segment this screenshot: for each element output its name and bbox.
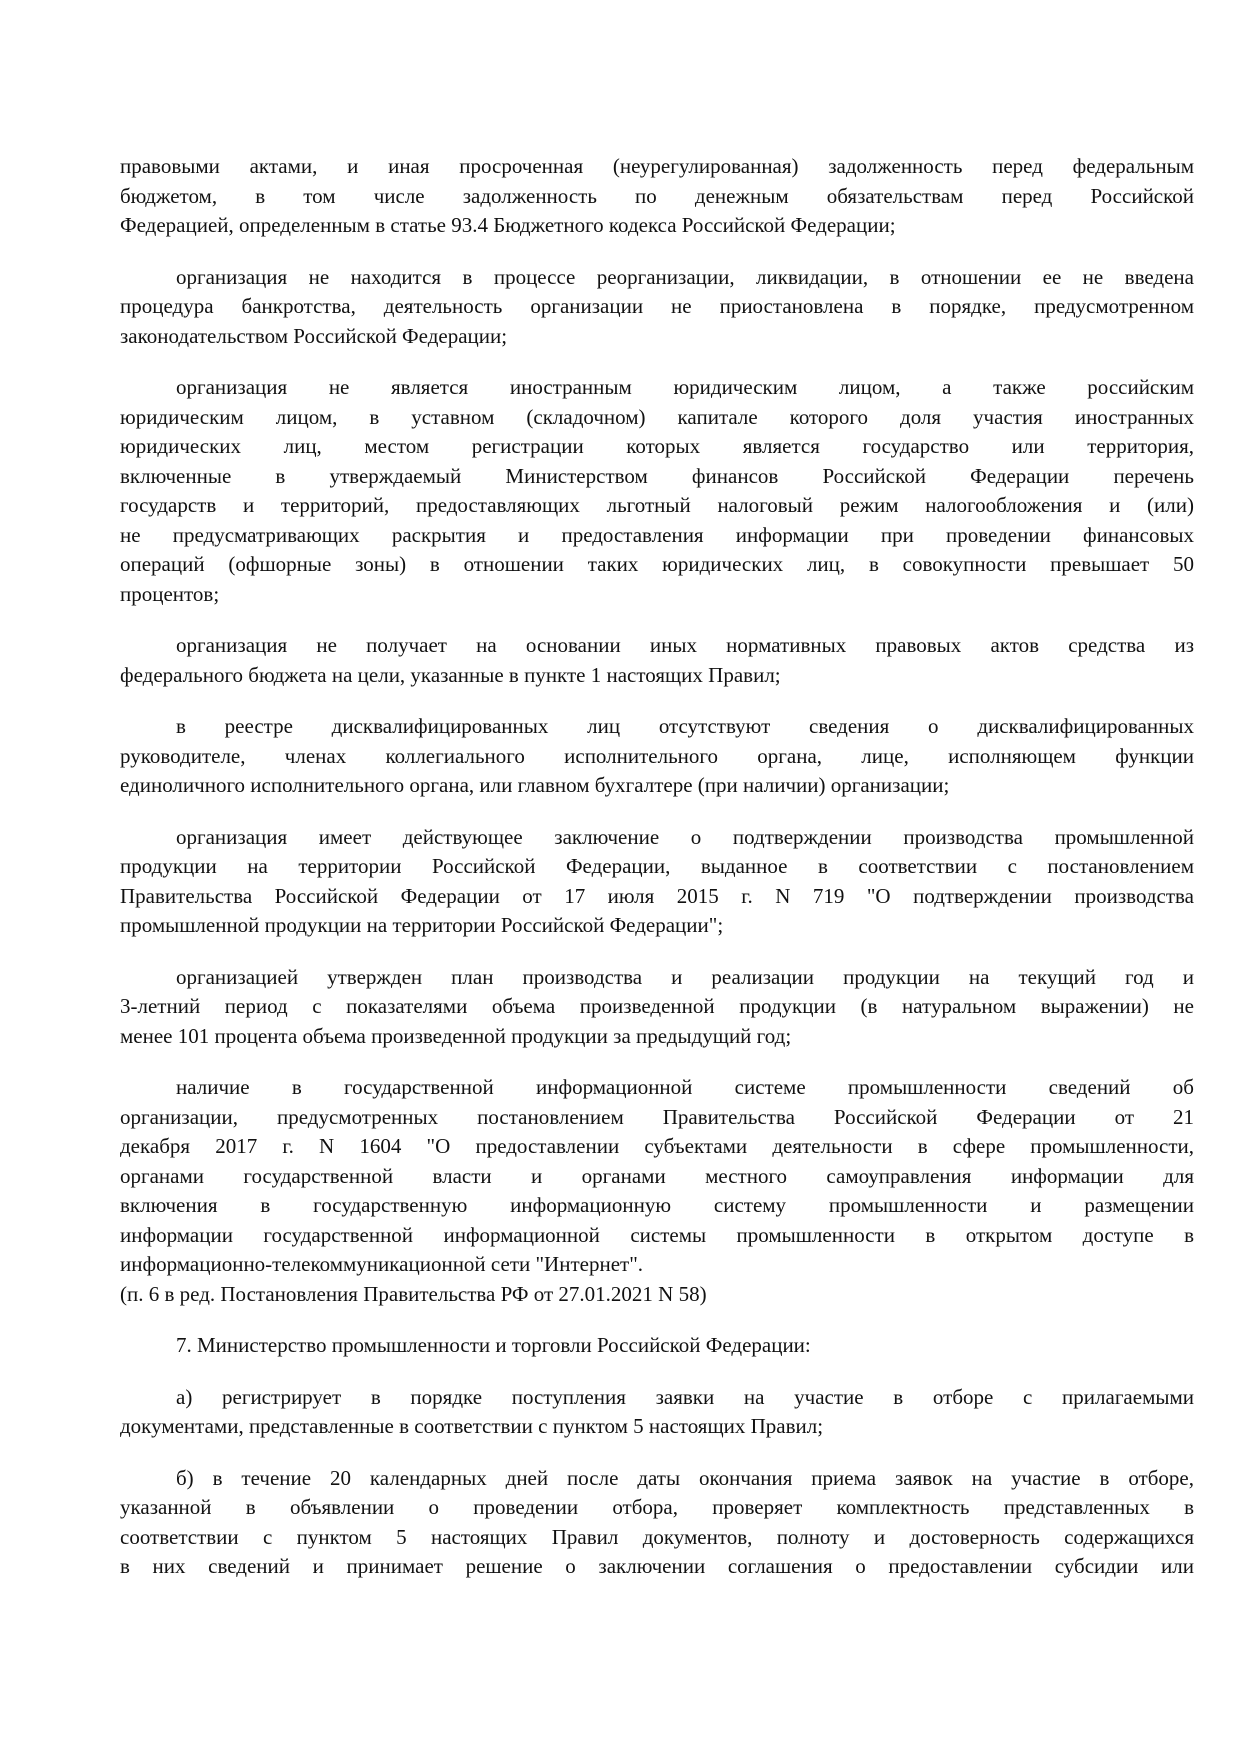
text-line: б) в течение 20 календарных дней после даты окончания приема заявок на участие в отборе, bbox=[176, 1465, 1194, 1490]
text-line: единоличного исполнительного органа, или главном бухгалтере (при наличии) организации; bbox=[120, 773, 950, 797]
text-line: наличие в государственной информационной системе промышленности сведений об bbox=[176, 1075, 1194, 1099]
text-line: указанной в объявлении о проведении отбора, проверяет комплектность представленных в bbox=[120, 1495, 1194, 1519]
text-line: руководителе, членах коллегиального исполнительного органа, лице, исполняющем функции bbox=[120, 743, 1194, 768]
text-line: организация не является иностранным юридическим лицом, а также российским bbox=[176, 375, 1194, 399]
text-line: процедура банкротства, деятельность организации не приостановлена в порядке, предусмотренном bbox=[120, 294, 1194, 318]
text-line: организация имеет действующее заключение о подтверждении производства промышленной bbox=[176, 824, 1194, 849]
text-line: продукции на территории Российской Федерации, выданное в соответствии с постановлением bbox=[120, 854, 1194, 878]
text-line: федерального бюджета на цели, указанные в пункте 1 настоящих Правил; bbox=[120, 662, 781, 687]
text-line: в них сведений и принимает решение о заключении соглашения о предоставлении субсидии или bbox=[120, 1554, 1194, 1578]
text-line: а) регистрирует в порядке поступления заявки на участие в отборе с прилагаемыми bbox=[176, 1384, 1194, 1409]
text-line: информации государственной информационной системы промышленности в открытом доступе в bbox=[120, 1222, 1194, 1247]
paragraph bbox=[120, 631, 1194, 690]
text-line: государств и территорий, предоставляющих льготный налоговый режим налогообложения и (или) bbox=[120, 493, 1194, 517]
text-line: 3-летний период с показателями объема произведенной продукции (в натуральном выражении) не bbox=[120, 994, 1194, 1018]
text-line: организация не получает на основании иных нормативных правовых актов средства из bbox=[176, 633, 1194, 657]
text-line: операций (офшорные зоны) в отношении таких юридических лиц, в совокупности превышает 50 bbox=[120, 552, 1194, 576]
document-page bbox=[120, 152, 1194, 1604]
text-line: 7. Министерство промышленности и торговли Российской Федерации: bbox=[176, 1333, 811, 1357]
paragraph bbox=[120, 1464, 1194, 1582]
paragraph bbox=[120, 152, 1194, 241]
text-line: промышленной продукции на территории Российской Федерации"; bbox=[120, 913, 724, 937]
paragraph bbox=[120, 1073, 1194, 1280]
text-line: процентов; bbox=[120, 581, 220, 606]
text-line: декабря 2017 г. N 1604 "О предоставлении субъектами деятельности в сфере промышленности, bbox=[120, 1134, 1194, 1158]
text-line: менее 101 процента объема произведенной продукции за предыдущий год; bbox=[120, 1023, 792, 1048]
text-line: документами, представленные в соответствии с пунктом 5 настоящих Правил; bbox=[120, 1414, 824, 1438]
text-line: законодательством Российской Федерации; bbox=[120, 323, 508, 348]
text-line: соответствии с пунктом 5 настоящих Правил документов, полноту и достоверность содержащихся bbox=[120, 1524, 1194, 1549]
text-line: Федерацией, определенным в статье 93.4 Бюджетного кодекса Российской Федерации; bbox=[120, 213, 896, 237]
text-line: юридических лиц, местом регистрации которых является государство или территория, bbox=[120, 434, 1194, 458]
text-line: Правительства Российской Федерации от 17 июля 2015 г. N 719 "О подтверждении производства bbox=[120, 883, 1194, 908]
text-line: органами государственной власти и органами местного самоуправления информации для bbox=[120, 1163, 1194, 1188]
paragraph bbox=[120, 1331, 1194, 1361]
text-line: правовыми актами, и иная просроченная (неурегулированная) задолженность перед федеральным bbox=[120, 154, 1194, 178]
text-line: (п. 6 в ред. Постановления Правительства РФ от 27.01.2021 N 58) bbox=[120, 1281, 707, 1306]
paragraph bbox=[120, 373, 1194, 609]
text-line: включенные в утверждаемый Министерством финансов Российской Федерации перечень bbox=[120, 463, 1194, 488]
text-line: информационно-телекоммуникационной сети "Интернет". bbox=[120, 1252, 644, 1276]
paragraph bbox=[120, 963, 1194, 1052]
paragraph bbox=[120, 712, 1194, 801]
text-line: не предусматривающих раскрытия и предоставления информации при проведении финансовых bbox=[120, 522, 1194, 547]
paragraph bbox=[120, 1383, 1194, 1442]
text-line: организации, предусмотренных постановлением Правительства Российской Федерации от 21 bbox=[120, 1104, 1194, 1129]
paragraph bbox=[120, 823, 1194, 941]
text-line: организацией утвержден план производства и реализации продукции на текущий год и bbox=[176, 964, 1194, 989]
paragraph bbox=[120, 1280, 1194, 1310]
text-line: организация не находится в процессе реорганизации, ликвидации, в отношении ее не введена bbox=[176, 264, 1194, 289]
paragraph bbox=[120, 263, 1194, 352]
text-line: юридическим лицом, в уставном (складочном) капитале которого доля участия иностранных bbox=[120, 404, 1194, 429]
text-line: бюджетом, в том числе задолженность по денежным обязательствам перед Российской bbox=[120, 183, 1194, 208]
text-line: в реестре дисквалифицированных лиц отсутствуют сведения о дисквалифицированных bbox=[176, 714, 1194, 738]
text-line: включения в государственную информационную систему промышленности и размещении bbox=[120, 1193, 1194, 1217]
